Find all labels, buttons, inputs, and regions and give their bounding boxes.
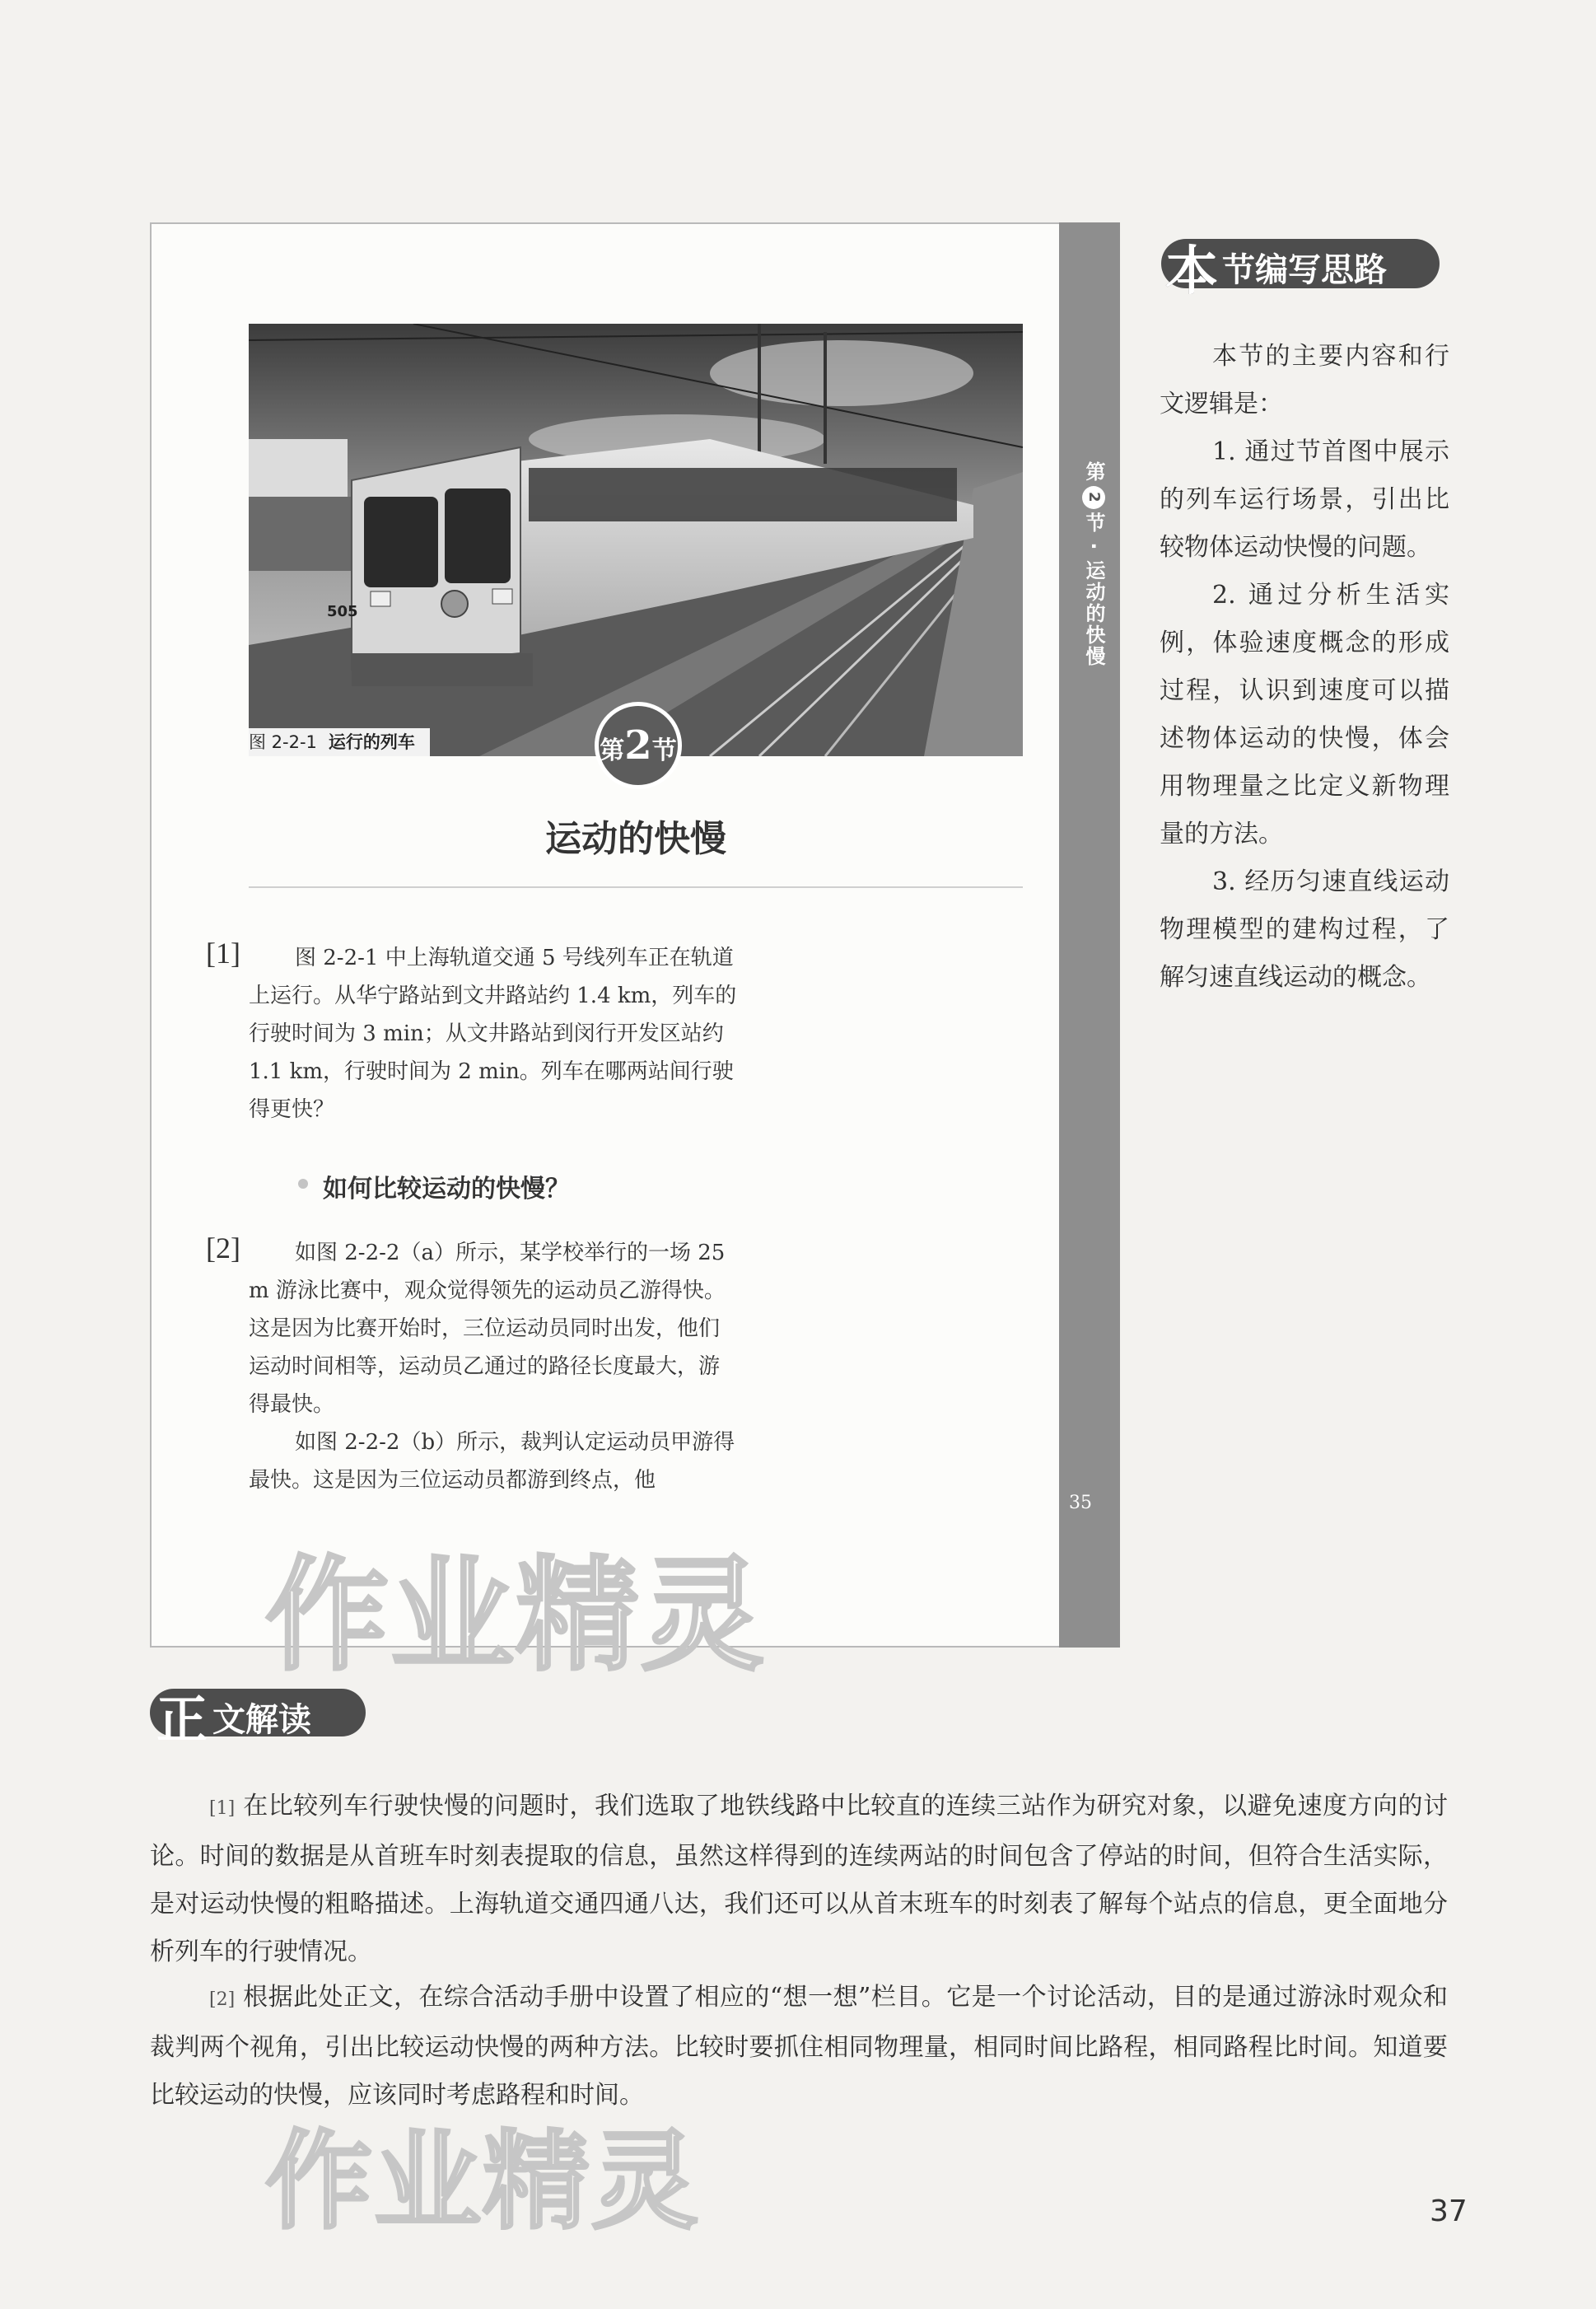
writing-ideas-intro: 本节的主要内容和行文逻辑是： — [1160, 342, 1449, 418]
reading-heading-initial: 正 — [156, 1690, 208, 1750]
side-chapter-badge: 2 — [1082, 486, 1105, 509]
section-title: 运动的快慢 — [545, 818, 726, 860]
watermark: 作业精灵 — [265, 2119, 701, 2244]
figure-caption-id: 图 2-2-1 — [249, 732, 317, 752]
train-photo — [249, 324, 1023, 756]
badge-prefix: 第 — [600, 736, 625, 765]
paragraph-marker-1: [1] — [206, 937, 240, 970]
reading-marker: [2] — [209, 1989, 236, 2010]
page-number: 37 — [1430, 2194, 1468, 2228]
paragraph-marker-2: [2] — [206, 1232, 240, 1264]
inner-page-number: 35 — [1069, 1493, 1092, 1513]
reading-text: 在比较列车行驶快慢的问题时，我们选取了地铁线路中比较直的连续三站作为研究对象，以避免速度方向的讨论。时间的数据是从首班车时刻表提取的信息，虽然这样得到的连续两站的时间包含了停站的时间，但符合生活实际，是对运动快慢的粗略描述。上海轨道交通四通八达，我们还可以从首末班车的时刻表了解每个站点的信息，更全面地分析列车的行驶情况。 — [150, 1792, 1448, 1966]
figure-caption-text: 运行的列车 — [328, 732, 415, 752]
reading-paragraph-1 — [150, 1783, 1448, 1976]
badge-number: 2 — [624, 722, 652, 769]
writing-ideas-point: 1. 通过节首图中展示的列车运行场景，引出比较物体运动快慢的问题。 — [1160, 437, 1449, 562]
writing-ideas-point: 3. 经历匀速直线运动物理模型的建构过程，了解匀速直线运动的概念。 — [1160, 867, 1449, 992]
watermark: 作业精灵 — [265, 1545, 767, 1688]
writing-ideas-body — [1160, 333, 1449, 1002]
inner-paragraph-3: 如图 2-2-2（b）所示，裁判认定运动员甲游得最快。这是因为三位运动员都游到终点，他 — [249, 1430, 735, 1493]
reading-marker: [1] — [209, 1798, 236, 1819]
train-number: 505 — [327, 603, 358, 620]
writing-ideas-heading-initial: 本 — [1165, 241, 1218, 302]
section-badge — [595, 702, 682, 789]
figure-caption — [249, 728, 430, 756]
side-section-label — [1071, 461, 1108, 667]
side-label-prefix: 第 — [1082, 461, 1105, 483]
badge-suffix: 节 — [651, 736, 677, 765]
side-strip — [1059, 222, 1120, 1648]
writing-ideas-heading: 节编写思路 — [1222, 251, 1387, 289]
title-divider — [249, 886, 1023, 888]
writing-ideas-point: 2. 通过分析生活实例，体验速度概念的形成过程，认识到速度可以描述物体运动的快慢，体会用物理量之比定义新物理量的方法。 — [1160, 581, 1449, 848]
side-label-suffix: 节 · 运动的快慢 — [1082, 512, 1105, 667]
inner-paragraph-1: 图 2-2-1 中上海轨道交通 5 号线列车正在轨道上运行。从华宁路站到文井路站约 1.4 km，列车的行驶时间为 3 min；从文井路站到闵行开发区站约 1.1 km，行驶时间为 2 min。列车在哪两站间行驶得更快？ — [249, 946, 737, 1122]
question-heading — [298, 1168, 570, 1204]
reading-heading: 文解读 — [212, 1701, 311, 1739]
inner-paragraph-2: 如图 2-2-2（a）所示，某学校举行的一场 25 m 游泳比赛中，观众觉得领先的运动员乙游得快。这是因为比赛开始时，三位运动员同时出发，他们运动时间相等，运动员乙通过的路径长度最大，游得最快。 — [249, 1241, 726, 1417]
reading-text: 根据此处正文，在综合活动手册中设置了相应的“想一想”栏目。它是一个讨论活动，目的是通过游泳时观众和裁判两个视角，引出比较运动快慢的两种方法。比较时要抓住相同物理量，相同时间比路程，相同路程比时间。知道要比较运动的快慢，应该同时考虑路程和时间。 — [150, 1983, 1448, 2110]
question-text: 如何比较运动的快慢？ — [323, 1175, 570, 1204]
